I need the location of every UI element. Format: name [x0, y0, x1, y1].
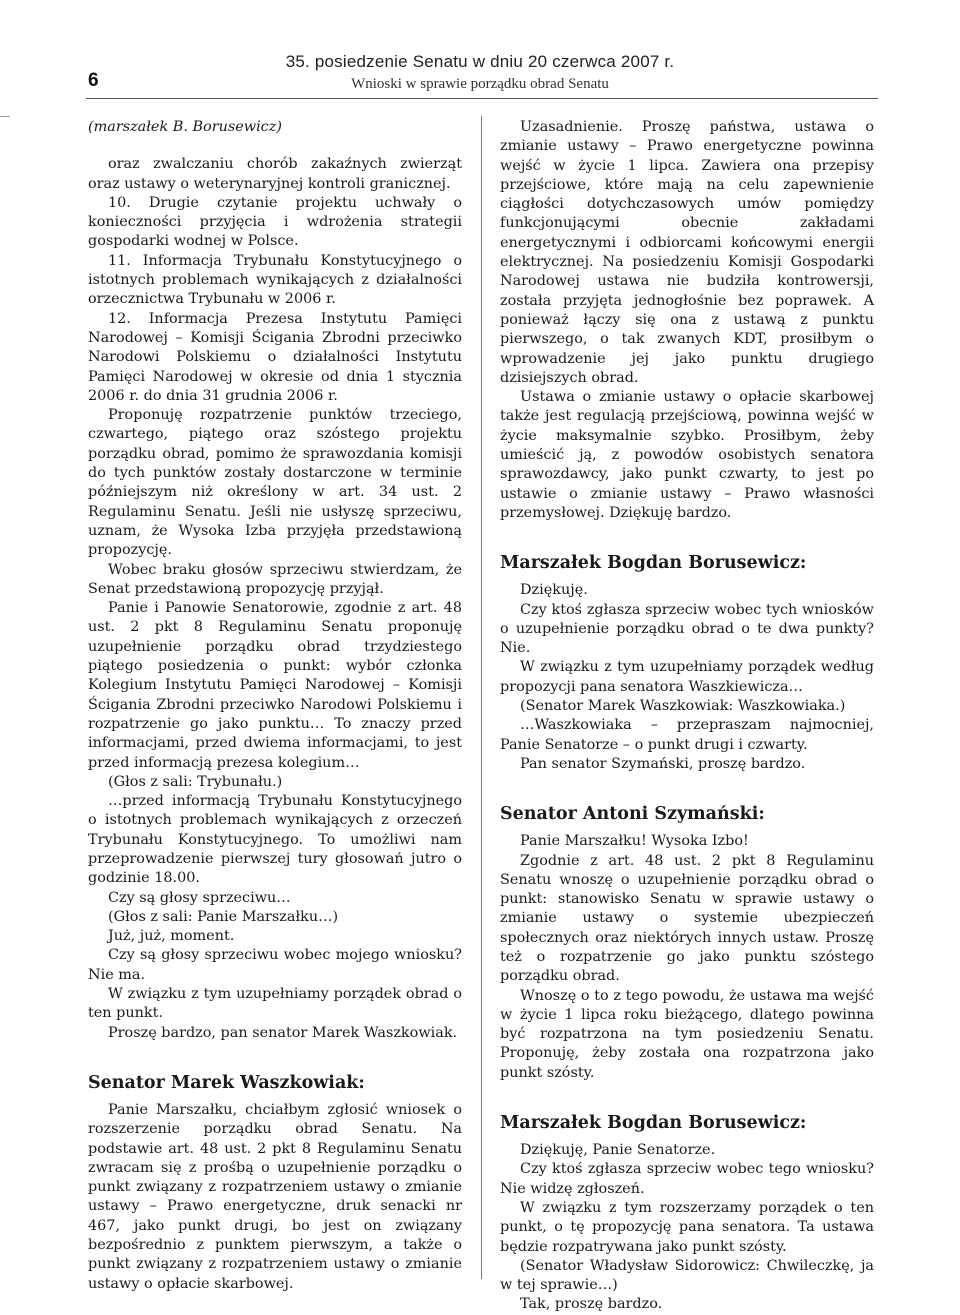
paragraph: Panie Marszałku, chciałbym zgłosić wniosek o rozszerzenie porządku obrad Senatu. Na podstawie art. 48 ust. 2 pkt 8 Regulaminu Senatu zwracam się z prośbą o uzupełnienie porządku o punkt związany z rozpatrzeniem ustawy o zmianie ustawy – Prawo energetyczne, druk senacki nr 467, jako punkt drugi, bo jest on związany bezpośrednio z punktem pierwszym, a także o punkt związany z rozpatrzeniem ustawy o zmianie ustawy o opłacie skarbowej. [88, 1101, 462, 1292]
paragraph: Czy są głosy sprzeciwu… [108, 889, 291, 906]
paragraph: W związku z tym uzupełniamy porządek według propozycji pana senatora Waszkiewicza… [500, 659, 874, 695]
paragraph: Już, już, moment. [108, 928, 235, 945]
left-column [88, 118, 462, 1294]
right-column [500, 118, 874, 1315]
header-rule [86, 98, 878, 99]
paragraph: Zgodnie z art. 48 ust. 2 pkt 8 Regulaminu Senatu wnoszę o uzupełnienie porządku obrad o punkt: stanowisko Senatu w sprawie ustawy o zmianie ustawy o systemie ubezpieczeń społecznych oraz niektórych innych ustaw. Proszę też o rozpatrzenie go jako punktu szóstego porządku obrad. [500, 852, 874, 985]
agenda-item-10: 10. Drugie czytanie projektu uchwały o konieczności przyjęcia i wdrożenia strategii gospodarki wodnej w Polsce. [88, 194, 462, 250]
paragraph: oraz zwalczaniu chorób zakaźnych zwierząt oraz ustawy o weterynaryjnej kontroli granicznej. [88, 156, 462, 192]
paragraph: Panie i Panowie Senatorowie, zgodnie z art. 48 ust. 2 pkt 8 Regulaminu Senatu proponuję uzupełnienie porządku obrad trzydziestego piątego posiedzenia o punkt: wybór członka Kolegium Instytutu Pamięci Narodowej – Komisji Ścigania Zbrodni przeciwko Narodowi Polskiemu i rozpatrzenie go jako punktu… To znaczy przed informacjami, przed dwiema informacjami, to jest przed informacją prezesa kolegium… [88, 600, 462, 771]
paragraph: Ustawa o zmianie ustawy o opłacie skarbowej także jest regulacją przejściową, powinna wejść w życie maksymalnie szybko. Prosiłbym, żeby umieścić ją, z powodów osobistych senatora sprawozdawcy, jako punkt czwarty, to jest po ustawie o zmianie ustawy – Prawo własności przemysłowej. Dziękuję bardzo. [500, 389, 874, 521]
paragraph: W związku z tym rozszerzamy porządek o ten punkt, o tę propozycję pana senatora. Ta ustawa będzie rozpatrywana jako punkt szósty. [500, 1199, 874, 1255]
paragraph: Proszę bardzo, pan senator Marek Waszkowiak. [108, 1024, 458, 1041]
interjection: (Senator Władysław Sidorowicz: Chwileczkę, ja w tej sprawie…) [500, 1257, 874, 1294]
paragraph: Tak, proszę bardzo. [520, 1296, 663, 1313]
paragraph: Dziękuję, Panie Senatorze. [520, 1142, 716, 1159]
paragraph: Dziękuję. [520, 582, 588, 599]
paragraph: Pan senator Szymański, proszę bardzo. [520, 755, 806, 772]
interjection: (Głos z sali: Panie Marszałku…) [108, 908, 339, 925]
paragraph: W związku z tym uzupełniamy porządek obrad o ten punkt. [88, 986, 462, 1022]
paragraph: Proponuję rozpatrzenie punktów trzeciego, czwartego, piątego oraz szóstego projektu porządku obrad, pomimo że sprawozdania komisji do tych punktów zostały dostarczone w terminie późniejszym niż określony w art. 34 ust. 2 Regulaminu Senatu. Jeśli nie usłyszę sprzeciwu, uznam, że Wysoka Izba przyjęła przedstawioną propozycję. [88, 407, 462, 559]
paragraph: …Waszkowiaka – przepraszam najmocniej, Panie Senatorze – o punkt drugi i czwarty. [500, 717, 874, 753]
paragraph: Czy ktoś zgłasza sprzeciw wobec tych wniosków o uzupełnienie porządku obrad o te dwa punkty? Nie. [500, 601, 874, 657]
paragraph: …przed informacją Trybunału Konstytucyjnego o istotnych problemach wynikających z orzeczeń Trybunału Konstytucyjnego. To umożliwi nam przeprowadzenie pierwszej tury głosowań jutro o godzinie 18.00. [88, 793, 462, 887]
spacer [88, 137, 462, 155]
paragraph: Wobec braku głosów sprzeciwu stwierdzam, że Senat przedstawioną propozycję przyjął. [88, 561, 462, 597]
paragraph: Uzasadnienie. Proszę państwa, ustawa o zmianie ustawy – Prawo energetyczne powinna wejść w życie 1 lipca. Zawiera ona przepisy przejściowe, które mają na celu zapewnienie ciągłości dotychczasowych umów pomiędzy funkcjonującymi obecnie zakładami energetycznymi i odbiorcami końcowymi energii elektrycznej. Na posiedzeniu Komisji Gospodarki Narodowej ustawa nie budziła kontrowersji, została przyjęta jednogłośnie bez poprawek. A ponieważ łączy się ona z ustawą z punktu pierwszego, o tak zwanych KDT, prosiłbym o wprowadzenie jej jako punktu drugiego dzisiejszych obrad. [500, 119, 874, 386]
speaker-heading: Senator Marek Waszkowiak: [88, 1072, 365, 1093]
margin-mark [0, 116, 10, 117]
interjection: (Senator Marek Waszkowiak: Waszkowiaka.) [520, 698, 846, 715]
speaker-heading: Senator Antoni Szymański: [500, 804, 765, 825]
session-title: 35. posiedzenie Senatu w dniu 20 czerwca 2007 r. [285, 52, 675, 71]
paragraph: Czy ktoś zgłasza sprzeciw wobec tego wniosku? Nie widzę zgłoszeń. [500, 1161, 874, 1197]
paragraph: Wnoszę o to z tego powodu, że ustawa ma wejść w życie 1 lipca roku bieżącego, dlatego powinna być rozpatrzona na tym posiedzeniu Senatu. Proponuję, żeby została ona rozpatrzona jako punkt szósty. [500, 987, 874, 1081]
speaker-heading: Marszałek Bogdan Borusewicz: [500, 1113, 807, 1134]
interjection: (Głos z sali: Trybunału.) [108, 773, 283, 790]
section-subtitle: Wnioski w sprawie porządku obrad Senatu [351, 76, 609, 92]
paragraph: Panie Marszałku! Wysoka Izbo! [520, 833, 749, 850]
column-divider [481, 116, 482, 1279]
agenda-item-12: 12. Informacja Prezesa Instytutu Pamięci Narodowej – Komisji Ścigania Zbrodni przeciwko Narodowi Polskiemu o działalności Instytutu Pamięci Narodowej w okresie od dnia 1 stycznia 2006 r. do dnia 31 grudnia 2006 r. [88, 310, 462, 404]
speaker-heading: Marszałek Bogdan Borusewicz: [500, 553, 807, 574]
agenda-item-11: 11. Informacja Trybunału Konstytucyjnego o istotnych problemach wynikających z działalności orzecznictwa Trybunału w 2006 r. [88, 252, 462, 308]
speaker-continuation: (marszałek B. Borusewicz) [88, 119, 282, 135]
page-number: 6 [88, 70, 99, 91]
paragraph: Czy są głosy sprzeciwu wobec mojego wniosku? Nie ma. [88, 947, 462, 983]
